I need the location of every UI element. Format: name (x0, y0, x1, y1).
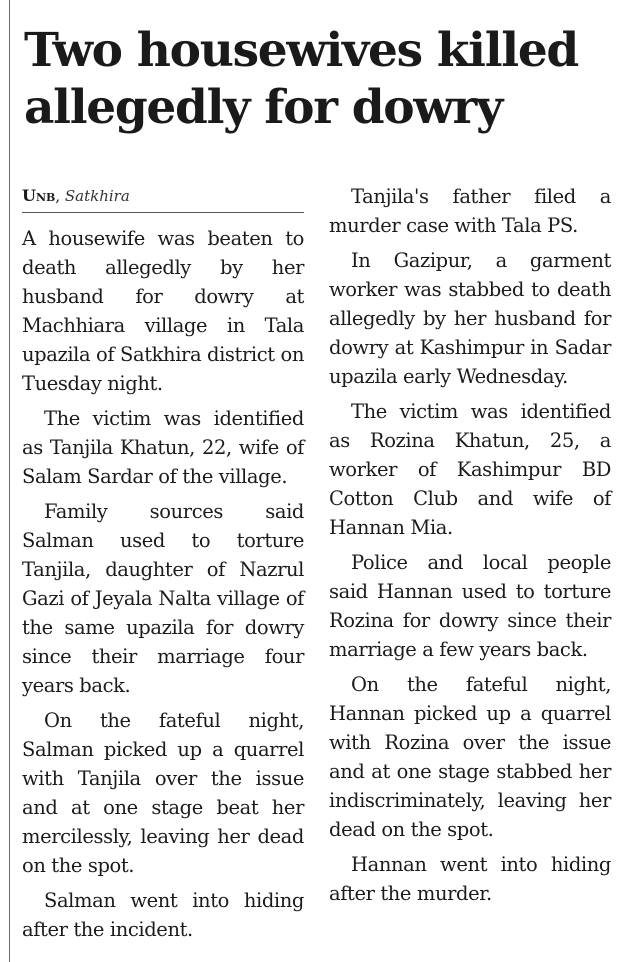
paragraph: Salman went into hiding after the incident. (22, 889, 304, 941)
paragraph: Tanjila's father filed a murder case with Tala PS. (329, 185, 611, 237)
paragraph: On the fateful night, Salman picked up a quarrel with Tanjila over the issue and at one stage beat her mercilessly, leaving her dead on the spot. (22, 709, 304, 877)
paragraph: In Gazipur, a garment worker was stabbed to death allegedly by her husband for dowry at Kashimpur in Sadar upazila early Wednesday. (329, 249, 611, 388)
paragraph: Family sources said Salman used to torture Tanjila, daughter of Nazrul Gazi of Jeyala Nalta village of the same upazila for dowry since their marriage four years back. (22, 500, 304, 697)
article-column-left (22, 182, 304, 944)
byline (22, 182, 304, 213)
paragraph: The victim was identified as Rozina Khatun, 25, a worker of Kashimpur BD Cotton Club and wife of Hannan Mia. (329, 400, 611, 539)
byline-dateline: Satkhira (64, 187, 130, 205)
paragraph: A housewife was beaten to death allegedly by her husband for dowry at Machhiara village in Tala upazila of Satkhira district on Tuesday night. (22, 227, 304, 395)
column-rule (9, 0, 10, 962)
paragraph: Hannan went into hiding after the murder. (329, 853, 611, 905)
article-column-right (329, 182, 611, 908)
paragraph: Police and local people said Hannan used to torture Rozina for dowry since their marriage a few years back. (329, 551, 611, 661)
paragraph: The victim was identified as Tanjila Khatun, 22, wife of Salam Sardar of the village. (22, 407, 304, 488)
paragraph: On the fateful night, Hannan picked up a quarrel with Rozina over the issue and at one stage stabbed her indiscriminately, leaving her dead on the spot. (329, 673, 611, 841)
headline: Two housewives killed allegedly for dowry (24, 23, 578, 135)
byline-separator: , (55, 187, 61, 205)
byline-agency: Unb (22, 186, 56, 205)
